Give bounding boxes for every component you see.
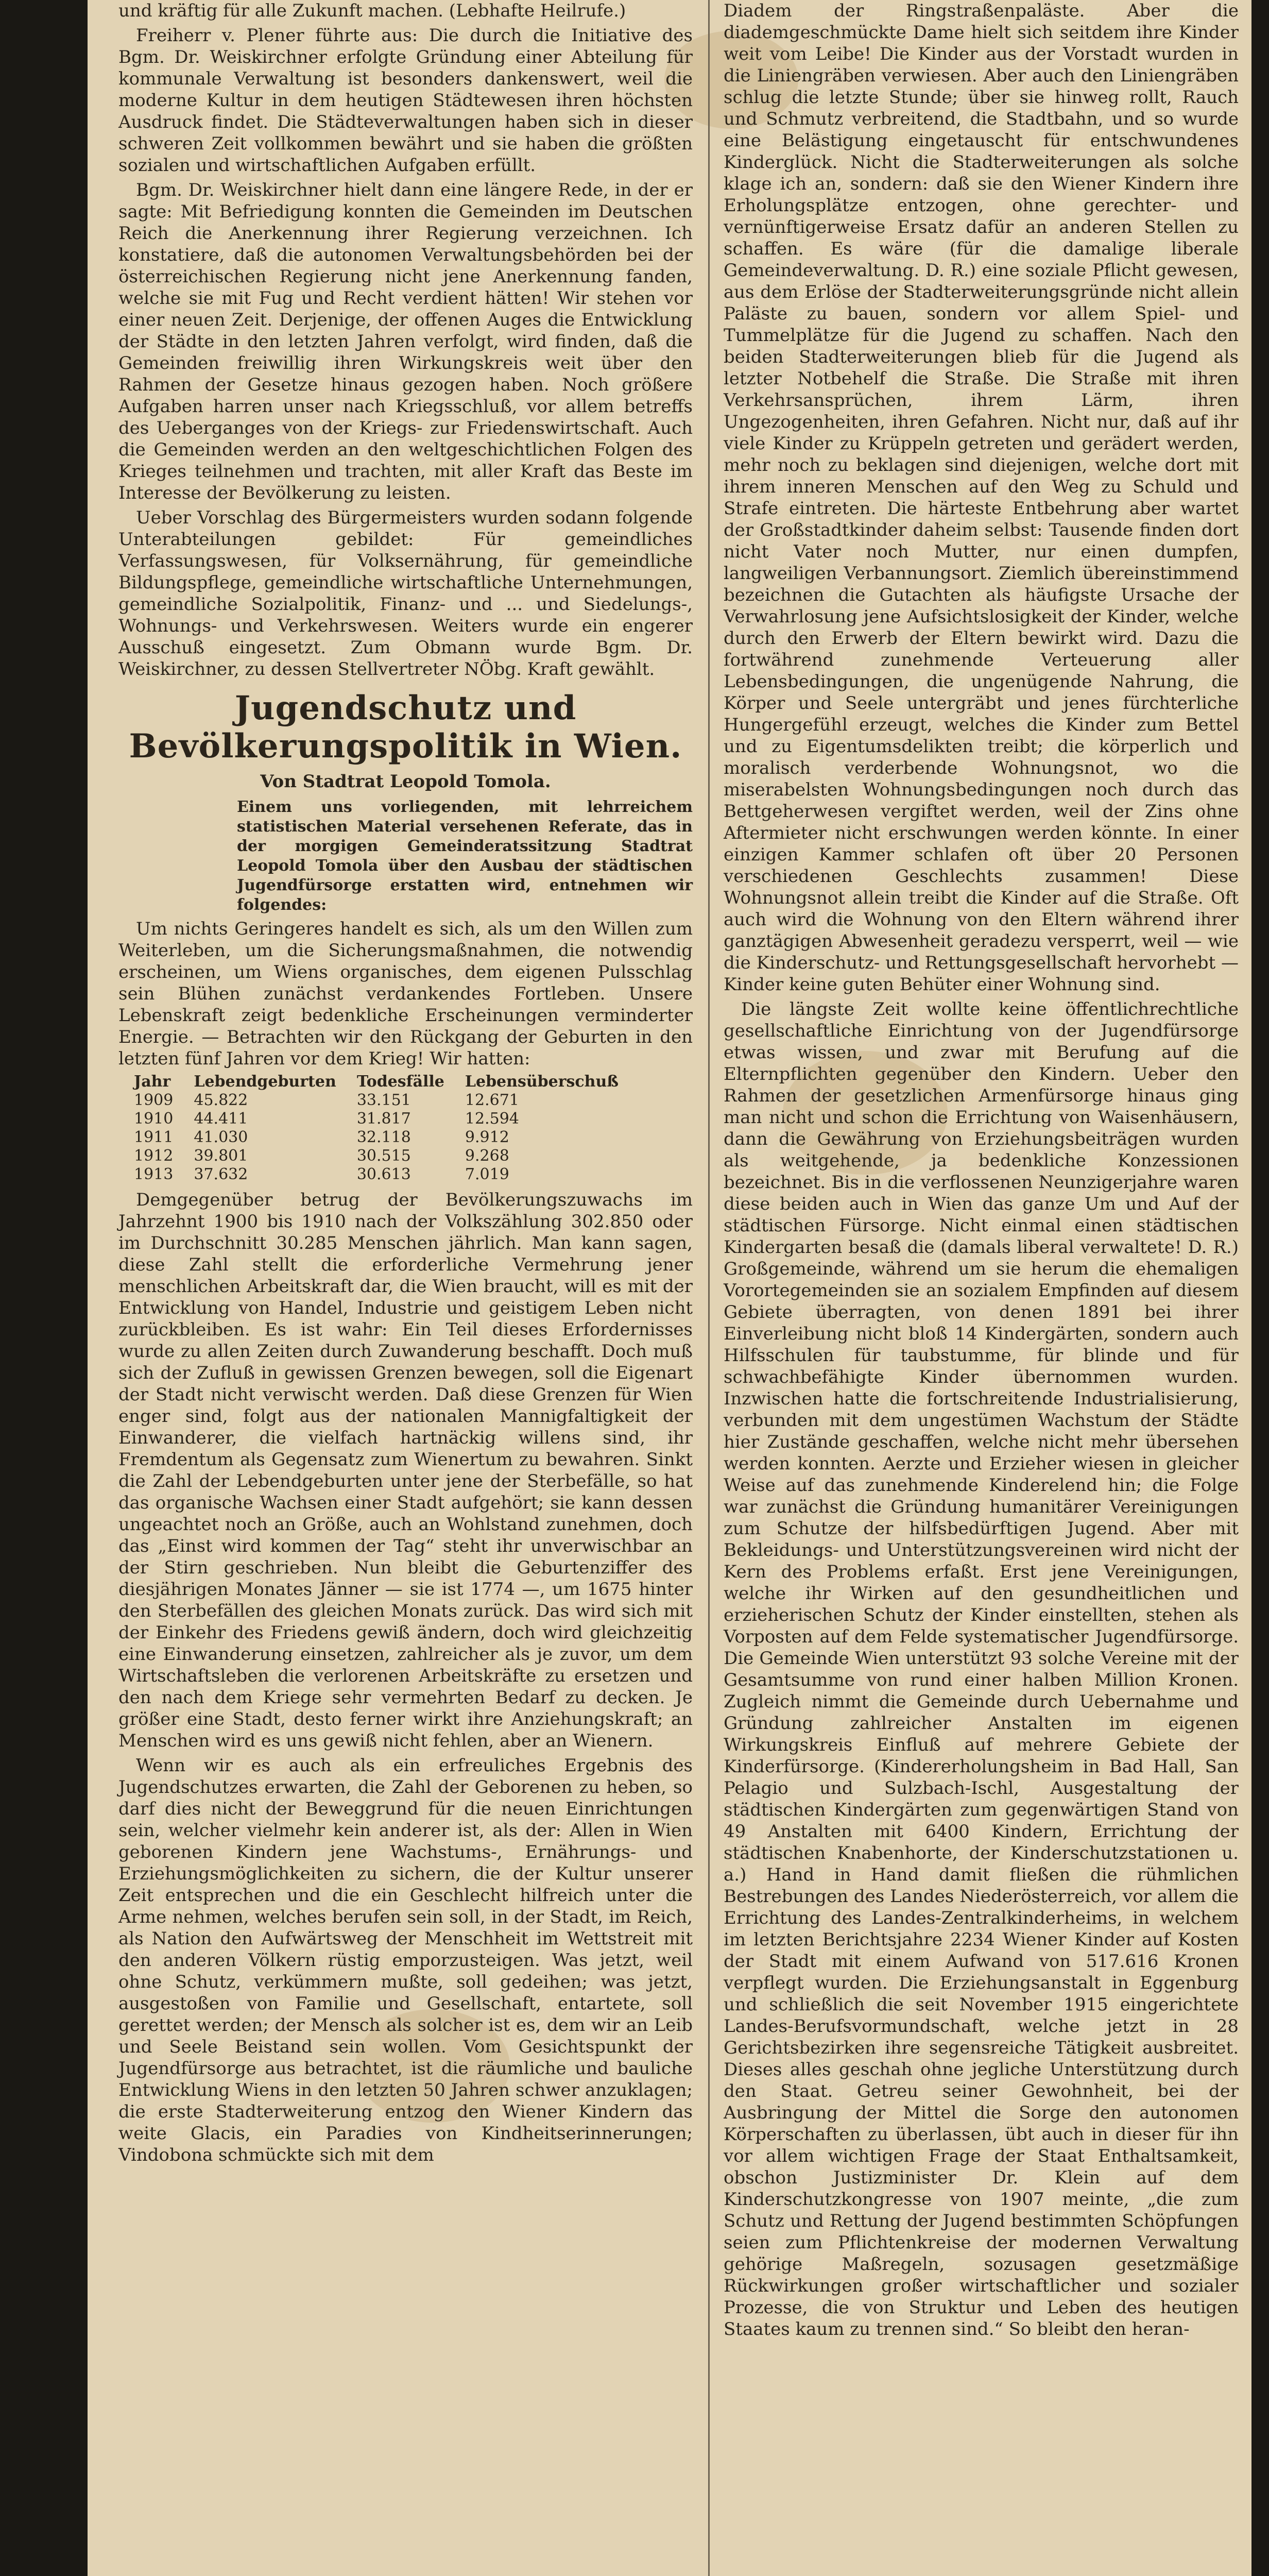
paragraph: Die längste Zeit wollte keine öffentlichrechtliche gesellschaftliche Einrichtung von der Jugendfürsorge etwas wissen, und zwar mit Berufung auf die Elternpflichten gegenüber den Kindern. Ueber den Rahmen der gesetzlichen Armenfürsorge hinaus ging man nicht und schon die Errichtung von Waisenhäusern, dann die Gewährung von Erziehungsbeiträgen wurden als weitgehende, ja bedenkliche Konzessionen bezeichnet. Bis in die verflossenen Neunzigerjahre waren diese beiden auch in Wien das ganze Um und Auf der städtischen Fürsorge. Nicht einmal einen städtischen Kindergarten besaß die (damals liberal verwaltete! D. R.) Großgemeinde, während um sie herum die ehemaligen Vorortegemeinden sie an sozialem Empfinden auf diesem Gebiete überragten, von denen 1891 bei ihrer Einverleibung nicht bloß 14 Kindergärten, sondern auch Hilfsschulen für taubstumme, für blinde und für schwachbefähigte Kinder übernommen wurden. Inzwischen hatte die fortschreitende Industrialisierung, verbunden mit dem ungestümen Wachstum der Städte hier Zustände geschaffen, welche nicht mehr übersehen werden konnten. Aerzte und Erzieher wiesen in gleicher Weise auf das zunehmende Kinderelend hin; die Folge war zunächst die Gründung humanitärer Vereinigungen zum Schutze der hilfsbedürftigen Jugend. Aber mit Bekleidungs- und Unterstützungsvereinen wird nicht der Kern des Problems erfaßt. Erst jene Vereinigungen, welche ihr Wirken auf den gesundheitlichen und erzieherischen Schutz der Kinder einstellten, stehen als Vorposten auf dem Felde systematischer Jugendfürsorge. Die Gemeinde Wien unterstützt 93 solche Vereine mit der Gesamtsumme von rund einer halben Million Kronen. Zugleich nimmt die Gemeinde durch Uebernahme und Gründung zahlreicher Anstalten im eigenen Wirkungskreis Einfluß auf mehrere Gebiete der Kinderfürsorge. (Kindererholungsheim in Bad Hall, San Pelagio und Sulzbach-Ischl, Ausgestaltung der städtischen Kindergärten zum gegenwärtigen Stand von 49 Anstalten mit 6400 Kindern, Errichtung der städtischen Knabenhorte, der Kinderschutzstationen u. a.) Hand in Hand damit fließen die rühmlichen Bestrebungen des Landes Niederösterreich, vor allem die Errichtung des Landes-Zentralkinderheims, in welchem im letzten Berichtsjahre 2234 Wiener Kinder auf Kosten der Stadt mit einem Aufwand von 517.616 Kronen verpflegt wurden. Die Erziehungsanstalt in Eggenburg und schließlich die seit November 1915 eingerichtete Landes-Berufsvormundschaft, welche jetzt in 28 Gerichtsbezirken ihre segensreiche Tätigkeit ausbreitet. Dieses alles geschah ohne jegliche Unterstützung durch den Staat. Getreu seiner Gewohnheit, bei der Ausbringung der Mittel die Sorge den autonomen Körperschaften zu überlassen, übt auch in dieser für ihn vor allem wichtigen Frage der Staat Enthaltsamkeit, obschon Justizminister Dr. Klein auf dem Kinderschutzkongresse von 1907 meinte, „die zum Schutz und Rettung der Jugend bestimmten Schöpfungen seien zum Pflichtenkreise der modernen Verwaltung gehörige Maßregeln, sozusagen gesetzmäßige Rückwirkungen großer wirtschaftlicher und sozialer Prozesse, die von Struktur und Leben des heutigen Staates kaum zu trennen sind.“ So bleibt den heran-: [724, 999, 1239, 2340]
table-cell: 9.912: [465, 1128, 509, 1146]
table-header: Todesfälle: [356, 1073, 444, 1091]
table-cell: 41.030: [194, 1128, 248, 1146]
table-cell: 37.632: [194, 1165, 248, 1183]
paragraph: Diadem der Ringstraßenpaläste. Aber die diademgeschmückte Dame hielt sich seitdem ihre Kinder weit vom Leibe! Die Kinder aus der Vorstadt wurden in die Liniengräben verwiesen. Aber auch den Liniengräben schlug die letzte Stunde; über sie hinweg rollt, Rauch und Schmutz verbreitend, die Stadtbahn, und so wurde eine Belästigung eingetauscht für entschwundenes Kinderglück. Nicht die Stadterweiterungen als solche klage ich an, sondern: daß sie den Wiener Kindern ihre Erholungsplätze entzogen, ohne gerechter- und vernünftigerweise Ersatz dafür an anderen Stellen zu schaffen. Es wäre (für die damalige liberale Gemeindeverwaltung. D. R.) eine soziale Pflicht gewesen, aus dem Erlöse der Stadterweiterungsgründe nicht allein Paläste zu bauen, sondern vor allem Spiel- und Tummelplätze für die Jugend zu schaffen. Nach den beiden Stadterweiterungen blieb für die Jugend als letzter Notbehelf die Straße. Die Straße mit ihren Verkehrsansprüchen, ihrem Lärm, ihren Ungezogenheiten, ihren Gefahren. Nicht nur, daß auf ihr viele Kinder zu Krüppeln getreten und gerädert werden, mehr noch zu beklagen sind diejenigen, welche dort mit ihrem inneren Menschen auf den Weg zu Schuld und Strafe eintreten. Die härteste Entbehrung aber wartet der Großstadtkinder daheim selbst: Tausende finden dort nicht Vater noch Mutter, nur einen dumpfen, langweiligen Verbannungsort. Ziemlich übereinstimmend bezeichnen die Gutachten als häufigste Ursache der Verwahrlosung jene Aufsichtslosigkeit der Kinder, welche durch den Erwerb der Eltern bewirkt wird. Dazu die fortwährend zunehmende Verteuerung aller Lebensbedingungen, die ungenügende Nahrung, die Körper und Seele untergräbt und jenes fürchterliche Hungergefühl erzeugt, welches die Kinder zum Bettel und zu Eigentumsdelikten treibt; die körperlich und moralisch verderbende Wohnungsnot, wo die miserabelsten Wohnungsbedingungen noch durch das Bettgeherwesen vergiftet werden, weil der Zins ohne Aftermieter nicht erschwungen werden könnte. In einer einzigen Kammer schlafen oft über 20 Personen verschiedenen Geschlechts zusammen! Diese Wohnungsnot allein treibt die Kinder auf die Straße. Oft auch wird die Wohnung von den Eltern während ihrer ganztägigen Abwesenheit geradezu versperrt, weil — wie die Kinderschutz- und Rettungsgesellschaft hervorhebt — Kinder keine guten Behüter einer Wohnung sind.: [724, 1, 1239, 995]
table-cell: 32.118: [356, 1128, 411, 1146]
paragraph: Wenn wir es auch als ein erfreuliches Ergebnis des Jugendschutzes erwarten, die Zahl der Geborenen zu heben, so darf dies nicht der Beweggrund für die neuen Einrichtungen sein, welcher vielmehr kein anderer ist, als der: Allen in Wien geborenen Kindern jene Wachstums-, Ernährungs- und Erziehungsmöglichkeiten zu sichern, die der Kultur unserer Zeit entsprechen und die ein Geschlecht hilfreich unter die Arme nehmen, welches berufen sein soll, in der Stadt, im Reich, als Nation den Aufwärtsweg der Menschheit im Wettstreit mit den anderen Völkern rüstig emporzusteigen. Was jetzt, weil ohne Schutz, verkümmern mußte, soll gedeihen; was jetzt, ausgestoßen von Familie und Gesellschaft, entartete, soll gerettet werden; der Mensch als solcher ist es, dem wir an Leib und Seele Beistand sein wollen. Vom Gesichtspunkt der Jugendfürsorge aus betrachtet, ist die räumliche und bauliche Entwicklung Wiens in den letzten 50 Jahren schwer anzuklagen; die erste Stadterweiterung entzog den Wiener Kindern das weite Glacis, ein Paradies von Kindheitserinnerungen; Vindobona schmückte sich mit dem: [118, 1755, 693, 2165]
paragraph: Bgm. Dr. Weiskirchner hielt dann eine längere Rede, in der er sagte: Mit Befriedigung konnten die Gemeinden im Deutschen Reich die Anerkennung ihrer Regierung verzeichnen. Ich konstatiere, daß die autonomen Verwaltungsbehörden bei der österreichischen Regierung nicht jene Anerkennung fanden, welche sie mit Fug und Recht verdient hätten! Wir stehen vor einer neuen Zeit. Derjenige, der offenen Auges die Entwicklung der Städte in den letzten Jahren verfolgt, wird finden, daß die Gemeinden freiwillig ihren Wirkungskreis weit über den Rahmen der Gesetze hinaus gezogen haben. Noch größere Aufgaben harren unser nach Kriegsschluß, vor allem betreffs des Ueberganges von der Kriegs- zur Friedenswirtschaft. Auch die Gemeinden werden an den weltgeschichtlichen Folgen des Krieges teilnehmen und trachten, mit aller Kraft das Beste im Interesse der Bevölkerung zu leisten.: [118, 180, 693, 503]
table-row: [134, 1147, 639, 1165]
table-header: Jahr: [134, 1073, 171, 1091]
article-byline: Von Stadtrat Leopold Tomola.: [260, 771, 551, 792]
paragraph: und kräftig für alle Zukunft machen. (Lebhafte Heilrufe.): [118, 1, 626, 21]
table-row: [134, 1128, 639, 1147]
table-cell: 1911: [134, 1128, 174, 1146]
table-header-row: [134, 1073, 639, 1091]
newspaper-clipping: [88, 0, 1251, 2576]
table-cell: 44.411: [194, 1110, 248, 1128]
article-intro: Einem uns vorliegenden, mit lehrreichem statistischen Material versehenen Referate, das in der morgigen Gemeinderatssitzung Stadtrat Leopold Tomola über den Ausbau der städtischen Jugendfürsorge erstatten wird, entnehmen wir folgendes:: [237, 798, 693, 914]
paragraph: Freiherr v. Plener führte aus: Die durch die Initiative des Bgm. Dr. Weiskirchner erfolgte Gründung einer Abteilung für kommunale Verwaltung ist besonders dankenswert, weil die moderne Kultur in dem heutigen Städtewesen ihren höchsten Ausdruck findet. Die Städteverwaltungen haben sich in dieser schweren Zeit vollkommen bewährt und sie haben die größten sozialen und wirtschaftlichen Aufgaben erfüllt.: [118, 25, 693, 176]
right-column: [724, 0, 1239, 2343]
table-cell: 45.822: [194, 1091, 248, 1109]
table-cell: 12.671: [465, 1091, 519, 1109]
table-header: Lebendgeburten: [194, 1073, 336, 1091]
table-row: [134, 1165, 639, 1184]
table-cell: 1913: [134, 1165, 174, 1183]
left-column: [118, 0, 693, 2169]
paragraph: Ueber Vorschlag des Bürgermeisters wurden sodann folgende Unterabteilungen gebildet: Für gemeindliches Verfassungswesen, für Volksernährung, für gemeindliche Bildungspflege, gemeindliche wirtschaftliche Unternehmungen, gemeindliche Sozialpolitik, Finanz- und ... und Siedelungs-, Wohnungs- und Verkehrswesen. Weiters wurde ein engerer Ausschuß eingesetzt. Zum Obmann wurde Bgm. Dr. Weiskirchner, zu dessen Stellvertreter NÖbg. Kraft gewählt.: [118, 507, 693, 680]
table-row: [134, 1091, 639, 1110]
table-cell: 1910: [134, 1110, 174, 1128]
table-cell: 39.801: [194, 1147, 248, 1165]
column-rule: [708, 0, 710, 2576]
table-header: Lebensüberschuß: [465, 1073, 619, 1091]
table-cell: 7.019: [465, 1165, 509, 1183]
table-cell: 31.817: [356, 1110, 411, 1128]
table-row: [134, 1110, 639, 1128]
article-lead: Um nichts Geringeres handelt es sich, als um den Willen zum Weiterleben, um die Sicherungsmaßnahmen, die notwendig erscheinen, um Wiens organisches, dem eigenen Pulsschlag sein Blühen zunächst verdankendes Fortleben. Unsere Lebenskraft zeigt bedenkliche Erscheinungen verminderter Energie. — Betrachten wir den Rückgang der Geburten in den letzten fünf Jahren vor dem Krieg! Wir hatten:: [118, 919, 693, 1069]
article-headline: Jugendschutz und Bevölkerungspolitik in Wien.: [129, 689, 682, 766]
paragraph: Demgegenüber betrug der Bevölkerungszuwachs im Jahrzehnt 1900 bis 1910 nach der Volkszählung 302.850 oder im Durchschnitt 30.285 Menschen jährlich. Man kann sagen, diese Zahl stellt die erforderliche Vermehrung jener menschlichen Arbeitskraft dar, die Wien braucht, will es mit der Entwicklung von Handel, Industrie und geistigem Leben nicht zurückbleiben. Es ist wahr: Ein Teil dieses Erfordernisses wurde zu allen Zeiten durch Zuwanderung beschafft. Doch muß sich der Zufluß in gewissen Grenzen bewegen, soll die Eigenart der Stadt nicht verwischt werden. Daß diese Grenzen für Wien enger sind, folgt aus der nationalen Mannigfaltigkeit der Einwanderer, die vielfach hartnäckig willens sind, ihr Fremdentum als Gegensatz zum Wienertum zu bewahren. Sinkt die Zahl der Lebendgeburten unter jene der Sterbefälle, so hat das organische Wachsen einer Stadt aufgehört; sie kann dessen ungeachtet noch an Größe, auch an Wohlstand zunehmen, doch das „Einst wird kommen der Tag“ steht ihr unverwischbar an der Stirn geschrieben. Nun bleibt die Geburtenziffer des diesjährigen Monates Jänner — sie ist 1774 —, um 1675 hinter den Sterbefällen des gleichen Monats zurück. Das wird sich mit der Einkehr des Friedens gewiß ändern, doch wird gleichzeitig eine Einwanderung einsetzen, zahlreicher als je zuvor, um dem Wirtschaftsleben die verlorenen Arbeitskräfte zu ersetzen und den nach dem Kriege sehr vermehrten Bedarf zu decken. Je größer eine Stadt, desto ferner wirkt ihre Anziehungskraft; an Menschen wird es uns gewiß nicht fehlen, aber an Wienern.: [118, 1190, 693, 1751]
table-cell: 30.613: [356, 1165, 411, 1183]
table-cell: 33.151: [356, 1091, 411, 1109]
table-cell: 12.594: [465, 1110, 519, 1128]
births-table: [134, 1073, 639, 1184]
table-cell: 9.268: [465, 1147, 509, 1165]
table-cell: 1909: [134, 1091, 174, 1109]
table-cell: 30.515: [356, 1147, 411, 1165]
table-cell: 1912: [134, 1147, 174, 1165]
